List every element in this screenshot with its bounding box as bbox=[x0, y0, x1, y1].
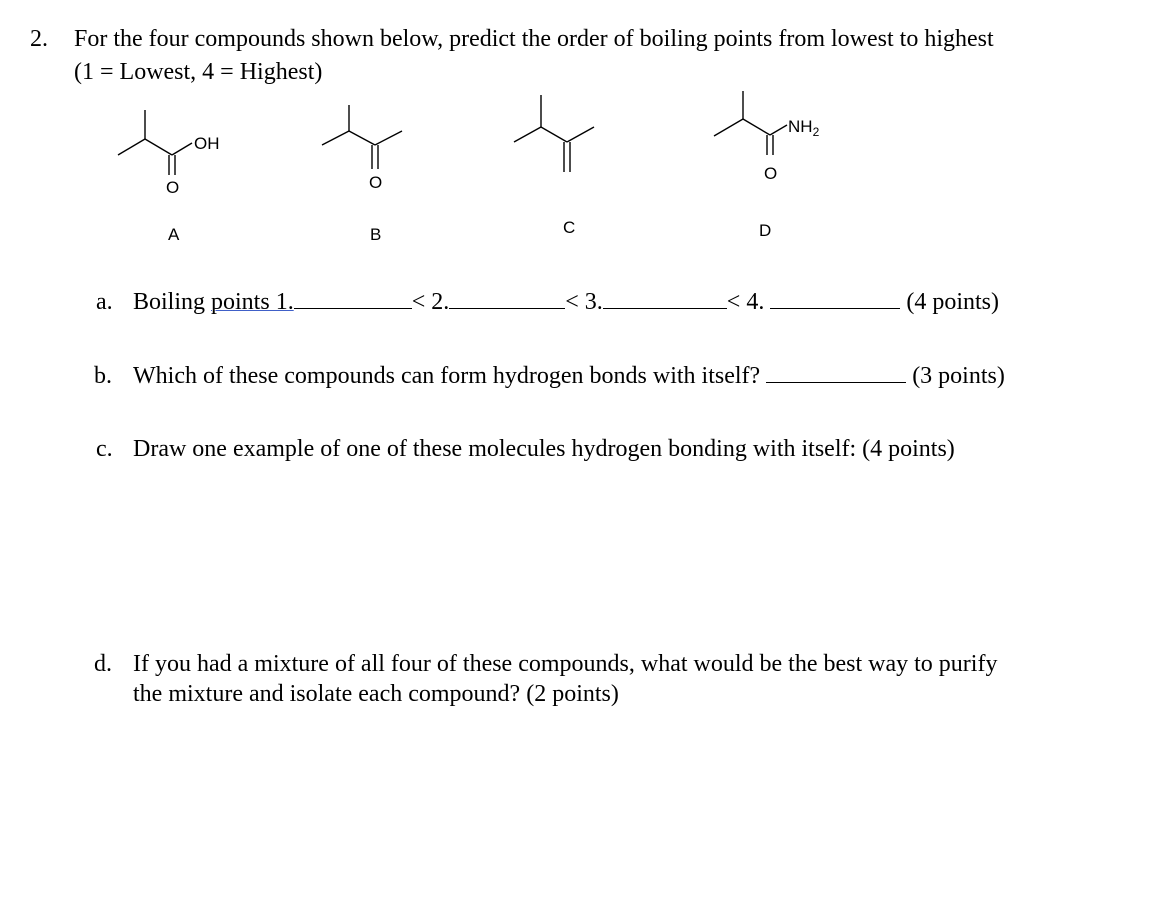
part-b-question: Which of these compounds can form hydrogen bonds with itself? bbox=[133, 363, 761, 389]
part-b-text bbox=[133, 362, 1005, 390]
answer-blank-b[interactable] bbox=[766, 362, 906, 383]
bond bbox=[714, 119, 743, 136]
bond bbox=[118, 139, 145, 155]
bond bbox=[145, 139, 172, 155]
part-d-letter: d. bbox=[94, 651, 112, 677]
bond bbox=[541, 127, 567, 142]
sep-2: < 2. bbox=[411, 289, 450, 315]
sep-3: < 3. bbox=[565, 289, 603, 315]
bond bbox=[172, 143, 192, 155]
part-a-underlined: points 1. bbox=[211, 289, 294, 315]
compound-a-label: A bbox=[168, 225, 180, 244]
compound-a-oh-label: OH bbox=[194, 134, 220, 153]
compound-c-label: C bbox=[563, 218, 576, 237]
compound-c-structure bbox=[510, 90, 630, 190]
question-scale: (1 = Lowest, 4 = Highest) bbox=[74, 59, 323, 85]
answer-blank-3[interactable] bbox=[603, 288, 727, 309]
part-b-points: (3 points) bbox=[912, 363, 1005, 389]
part-d-text-line1: If you had a mixture of all four of these compounds, what would be the best way to purify bbox=[133, 651, 998, 677]
compound-a-o-label: O bbox=[166, 178, 180, 197]
question-number: 2. bbox=[30, 26, 48, 52]
bond bbox=[770, 125, 787, 135]
compound-d-label: D bbox=[759, 221, 772, 240]
answer-blank-2[interactable] bbox=[449, 288, 565, 309]
bond bbox=[322, 131, 349, 145]
bond bbox=[375, 131, 402, 145]
part-c-drawing-area[interactable] bbox=[133, 470, 1093, 640]
compound-b-structure bbox=[318, 95, 438, 195]
part-a-label: Boiling bbox=[133, 289, 206, 315]
bond bbox=[743, 119, 770, 135]
answer-blank-4[interactable] bbox=[770, 288, 900, 309]
compound-b-label: B bbox=[370, 225, 382, 244]
sep-4: < 4. bbox=[726, 289, 765, 315]
answer-blank-1[interactable] bbox=[294, 288, 412, 309]
compound-b-o-label: O bbox=[369, 173, 383, 192]
bond bbox=[514, 127, 541, 142]
part-c-letter: c. bbox=[96, 436, 113, 462]
question-text: For the four compounds shown below, predict the order of boiling points from lowest to highest bbox=[74, 26, 994, 52]
part-b-letter: b. bbox=[94, 363, 112, 389]
part-d-answer-area[interactable] bbox=[133, 715, 1093, 895]
part-a-points: (4 points) bbox=[906, 289, 1000, 315]
part-a-letter: a. bbox=[96, 289, 113, 315]
bond bbox=[349, 131, 375, 145]
part-c-text: Draw one example of one of these molecules hydrogen bonding with itself: (4 points) bbox=[133, 436, 955, 462]
compound-a-structure bbox=[112, 95, 252, 195]
compound-d-structure bbox=[710, 85, 860, 185]
bond bbox=[567, 127, 594, 142]
compound-d-o-label: O bbox=[764, 164, 778, 183]
compound-d-nh2-label: $NH_2$ bbox=[788, 117, 820, 139]
part-d-text-line2: the mixture and isolate each compound? (2 points) bbox=[133, 681, 619, 707]
part-a-text bbox=[133, 288, 999, 316]
